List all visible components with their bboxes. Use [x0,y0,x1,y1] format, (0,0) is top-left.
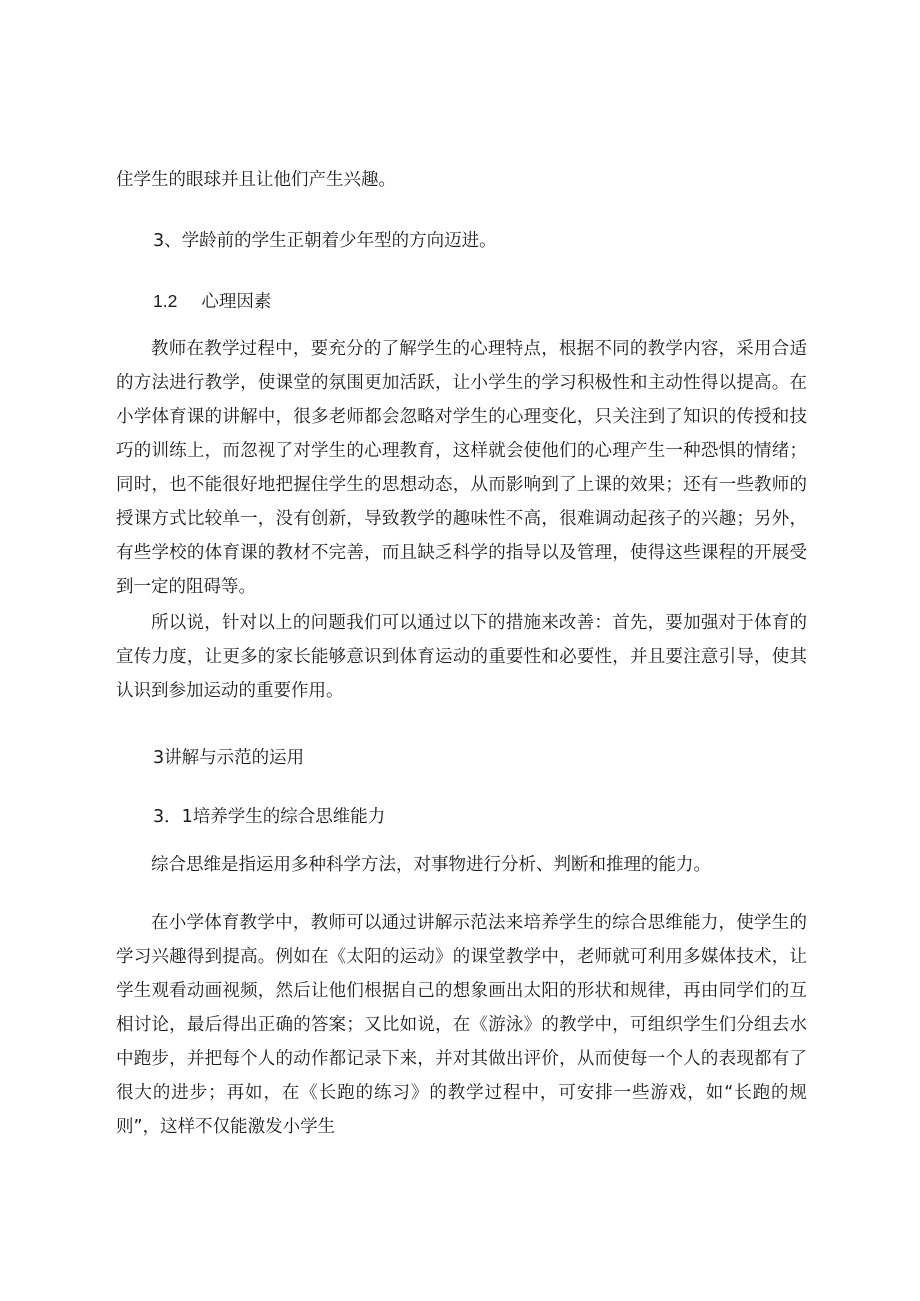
paragraph-teaching-examples: 在小学体育教学中，教师可以通过讲解示范法来培养学生的综合思维能力，使学生的学习兴趣得到提高。例如在《太阳的运动》的课堂教学中，老师就可利用多媒体技术，让学生观看动画视频，然后让他们根据自己的想象画出太阳的形状和规律，再由同学们的互相讨论，最后得出正确的答案；又比如说，在《游泳》的教学中，可组织学生们分组去水中跑步，并把每个人的动作都记录下来，并对其做出评价，从而使每一个人的表现都有了很大的进步；再如，在《长跑的练习》的教学过程中，可安排一些游戏，如“长跑的规则”，这样不仅能激发小学生 [116,913,807,1137]
section-number: 1.2 [153,291,178,311]
list-item-3: 3、学龄前的学生正朝着少年型的方向迈进。 [153,231,497,251]
paragraph-definition: 综合思维是指运用多种科学方法，对事物进行分析、判断和推理的能力。 [151,855,711,875]
paragraph-teacher-psychology: 教师在教学过程中，要充分的了解学生的心理特点，根据不同的教学内容，采用合适的方法进行教学，使课堂的氛围更加活跃，让小学生的学习积极性和主动性得以提高。在小学体育课的讲解中，很多老师都会忽略对学生的心理变化，只关注到了知识的传授和技巧的训练上，而忽视了对学生的心理教育，这样就会使他们的心理产生一种恐惧的情绪；同时，也不能很好地把握住学生的思想动态，从而影响到了上课的效果；还有一些教师的授课方式比较单一，没有创新，导致教学的趣味性不高，很难调动起孩子的兴趣；另外，有些学校的体育课的教材不完善，而且缺乏科学的指导以及管理，使得这些课程的开展受到一定的阻碍等。 [116,339,807,597]
continuation-line: 住学生的眼球并且让他们产生兴趣。 [116,170,396,190]
paragraph-improvement-measures: 所以说，针对以上的问题我们可以通过以下的措施来改善：首先，要加强对于体育的宣传力度，让更多的家长能够意识到体育运动的重要性和必要性，并且要注意引导，使其认识到参加运动的重要作用。 [116,613,807,701]
section-heading-1-2 [153,291,271,312]
section-heading-3-1: 3．1培养学生的综合思维能力 [153,807,386,827]
section-heading-3: 3讲解与示范的运用 [153,748,305,768]
section-title: 心理因素 [201,292,272,312]
